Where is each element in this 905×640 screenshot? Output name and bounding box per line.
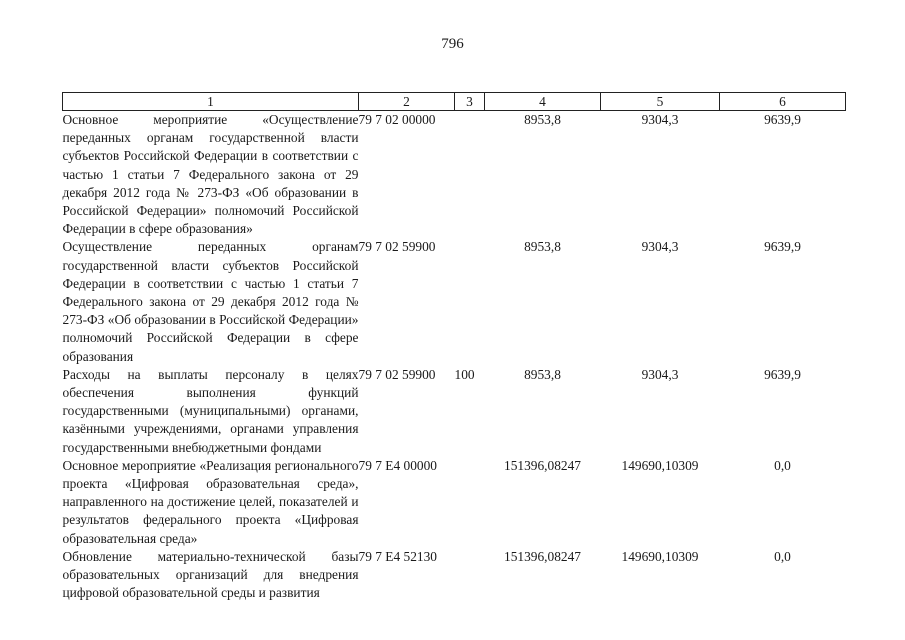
row-code: 79 7 Е4 52130 (358, 548, 437, 564)
column-header-3: 3 (455, 93, 485, 111)
row-value-2: 9304,3 (641, 239, 679, 255)
row-value-3: 0,0 (774, 457, 791, 473)
column-header-1: 1 (63, 93, 359, 111)
row-value-3: 9639,9 (764, 366, 801, 382)
row-value-1: 8953,8 (524, 239, 561, 255)
row-value-3: 9639,9 (764, 112, 801, 127)
row-type (455, 238, 485, 365)
table-row (63, 457, 846, 548)
row-value-3: 9639,9 (764, 239, 801, 255)
column-header-6: 6 (720, 93, 846, 111)
table-row (63, 366, 846, 457)
column-header-5: 5 (601, 93, 720, 111)
row-type (455, 548, 485, 603)
table-header-row (63, 93, 846, 111)
column-header-2: 2 (359, 93, 455, 111)
row-name: Расходы на выплаты персоналу в целях обеспечения выполнения функций государственными (муниципальными) органами, казёнными учреждениями, органами управления государственными внебюджетными фондами (62, 366, 359, 455)
table-row (63, 238, 846, 365)
table-row (63, 111, 846, 239)
row-type: 100 (454, 366, 475, 382)
row-value-2: 149690,10309 (621, 548, 699, 564)
row-value-2: 9304,3 (641, 112, 679, 127)
row-value-1: 151396,08247 (504, 548, 581, 564)
row-value-1: 8953,8 (524, 366, 561, 382)
page-number: 796 (441, 36, 464, 52)
column-header-4: 4 (485, 93, 601, 111)
row-code: 79 7 Е4 00000 (358, 457, 437, 473)
row-value-1: 8953,8 (524, 112, 561, 127)
row-value-1: 151396,08247 (504, 457, 581, 473)
budget-table (62, 92, 846, 602)
row-value-2: 149690,10309 (621, 457, 699, 473)
row-code: 79 7 02 59900 (358, 366, 436, 382)
row-name: Основное мероприятие «Осуществление переданных органам государственной власти субъектов Российской Федерации в соответствии с частью 1 статьи 7 Федерального закона от 29 декабря 2012 года № 273-ФЗ «Об образовании в Российской Федерации» полномочий Российской Федерации в сфере образования» (62, 112, 359, 237)
row-value-3: 0,0 (774, 548, 791, 564)
table-row (63, 548, 846, 603)
row-name: Осуществление переданных органам государственной власти субъектов Российской Федерации в соответствии с частью 1 статьи 7 Федерального закона от 29 декабря 2012 года № 273-ФЗ «Об образовании в Российской Федерации» полномочий Российской Федерации в сфере образования (62, 239, 359, 364)
row-code: 79 7 02 00000 (358, 112, 436, 127)
row-type (455, 457, 485, 548)
row-value-2: 9304,3 (641, 366, 679, 382)
row-code: 79 7 02 59900 (358, 239, 436, 255)
row-type (455, 111, 485, 239)
row-name: Основное мероприятие «Реализация регионального проекта «Цифровая образовательная среда», направленного на достижение целей, показателей и результатов федерального проекта «Цифровая образовательная среда» (62, 457, 359, 546)
row-name: Обновление материально-технической базы образовательных организаций для внедрения цифровой образовательной среды и развития (62, 548, 359, 601)
